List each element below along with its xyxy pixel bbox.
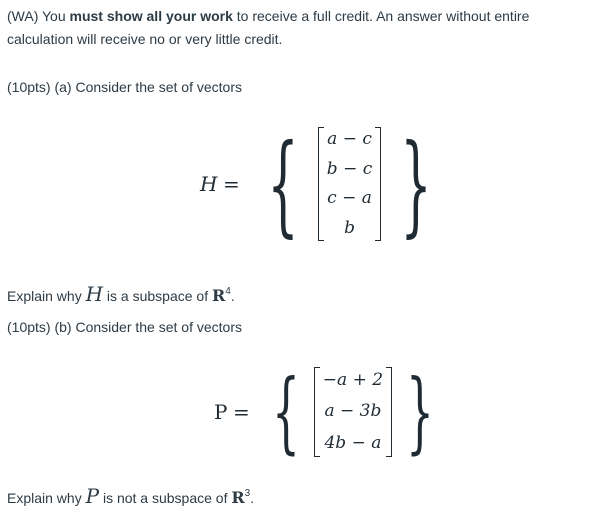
set-p-definition: [214, 362, 448, 462]
set-h-vector: [318, 125, 381, 243]
set-p-equals: =: [233, 399, 250, 424]
part-a-dim: 4: [225, 286, 231, 297]
part-b-explain-var: P: [85, 484, 100, 508]
part-a-explain: [7, 282, 235, 306]
vector-p-entry-2: a − 3b: [324, 401, 382, 422]
set-h-lhs: [200, 172, 240, 197]
vector-h-entry-1: a − c: [327, 129, 372, 150]
vector-p-entry-3: 4b − a: [324, 432, 382, 453]
part-b-prompt: (10pts) (b) Consider the set of vectors: [7, 319, 242, 335]
vector-h-entry-2: b − c: [326, 158, 373, 179]
instructions-line-1: [7, 8, 529, 24]
part-b-space: R: [231, 488, 245, 507]
instructions-suffix: to receive a full credit. An answer without entire: [232, 8, 530, 24]
set-h-definition: [200, 120, 451, 248]
part-a-explain-var: H: [85, 282, 104, 306]
part-a-explain-middle: is a subspace of: [103, 288, 212, 304]
part-a-prompt: (10pts) (a) Consider the set of vectors: [7, 79, 242, 95]
set-p-lhs: [214, 400, 250, 425]
vector-h-entry-3: c − a: [327, 188, 372, 209]
part-b-explain: [7, 484, 254, 508]
set-p-name: P: [214, 399, 228, 424]
set-h-open-brace: {: [267, 120, 299, 248]
vector-p-entry-1: −a + 2: [322, 370, 384, 391]
set-h-name: H: [200, 171, 218, 196]
set-p-open-brace: {: [271, 360, 300, 463]
set-p-vector: [314, 365, 392, 459]
instructions-emphasis: must show all your work: [69, 8, 233, 24]
vector-h-entry-4: b: [344, 217, 355, 238]
part-b-explain-middle: is not a subspace of: [99, 490, 232, 506]
part-b-dim: 3: [244, 488, 251, 499]
set-h-equals: =: [223, 171, 240, 196]
set-p-close-brace: }: [406, 360, 435, 463]
part-a-period: .: [230, 288, 235, 304]
part-b-period: .: [250, 490, 255, 506]
part-a-explain-prefix: Explain why: [7, 288, 86, 304]
part-b-explain-prefix: Explain why: [7, 490, 86, 506]
part-a-space: R: [212, 286, 226, 305]
set-h-close-brace: }: [400, 120, 432, 248]
instructions-line-2: calculation will receive no or very little credit.: [7, 31, 283, 47]
instructions-prefix: (WA) You: [7, 8, 70, 24]
